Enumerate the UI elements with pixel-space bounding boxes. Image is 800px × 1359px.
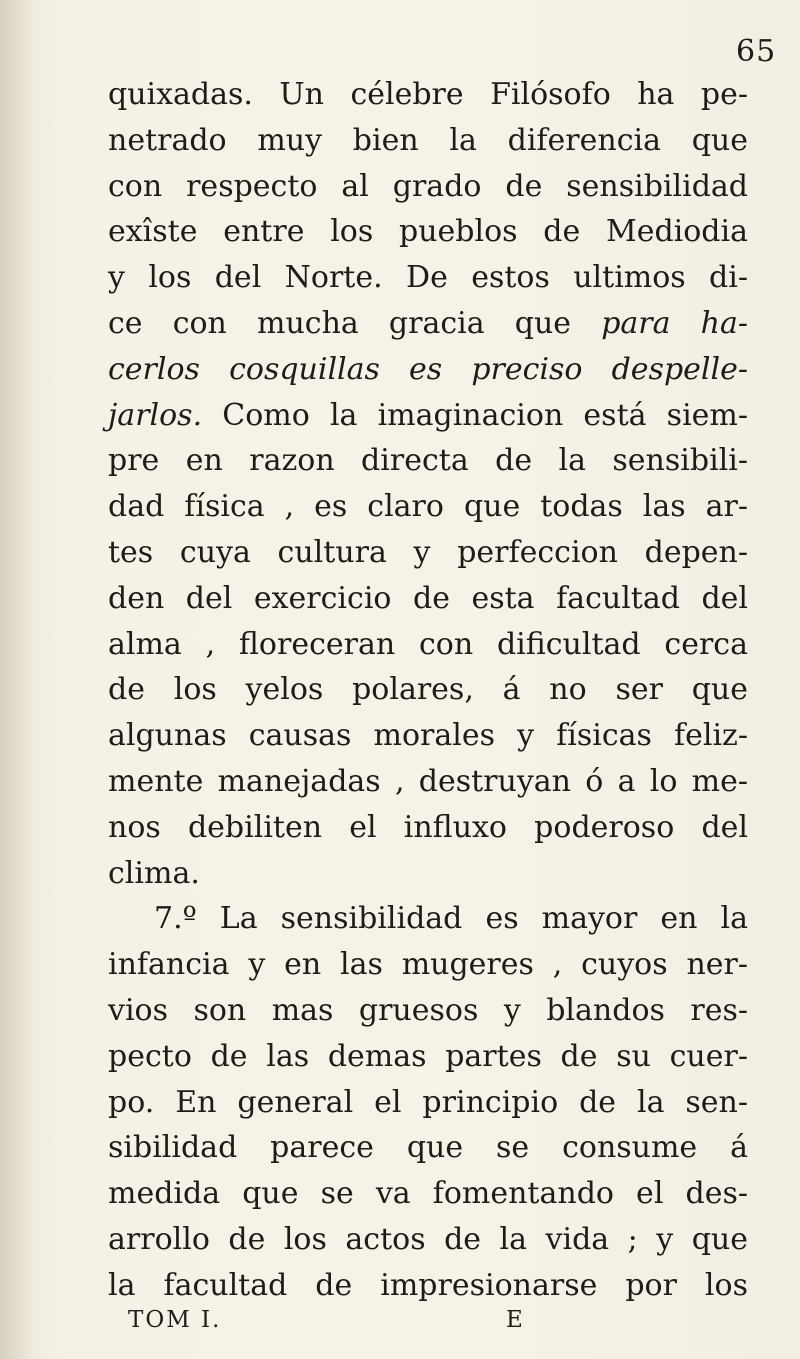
text-line-10: dad física , es claro que todas las ar- [108, 489, 748, 525]
volume-label: TOM I. [128, 1307, 222, 1333]
text-line-8 [108, 393, 748, 439]
printer-signature [128, 1307, 525, 1333]
text-line-14: de los yelos polares, á no ser que [108, 672, 748, 708]
text-line-6 [108, 301, 748, 347]
text-line-5: y los del Norte. De estos ultimos di- [108, 260, 748, 296]
text-line-25: medida que se va fomentando el des- [108, 1176, 748, 1212]
text-line-20: infancia y en las mugeres , cuyos ner- [108, 947, 748, 983]
signature-mark: E [506, 1307, 525, 1333]
text-line-27: la facultad de impresionarse por los [108, 1267, 748, 1303]
text-line-6-roman: ce con mucha gracia que [108, 305, 602, 341]
text-line-17: nos debiliten el influxo poderoso del [108, 809, 748, 845]
text-line-9: pre en razon directa de la sensibili- [108, 443, 748, 479]
body-text [108, 72, 748, 1309]
text-line-19: 7.º La sensibilidad es mayor en la [154, 901, 748, 937]
text-line-6-italic: para ha- [601, 305, 748, 341]
text-line-18: clima. [108, 855, 200, 891]
text-line-8-italic: jarlos. [108, 397, 223, 433]
text-line-15: algunas causas morales y físicas feliz- [108, 718, 748, 754]
binding-shadow [0, 0, 34, 1359]
text-line-3: con respecto al grado de sensibilidad [108, 168, 748, 204]
text-line-22: pecto de las demas partes de su cuer- [108, 1038, 748, 1074]
page-number: 65 [736, 34, 777, 69]
text-line-4: exîste entre los pueblos de Mediodia [108, 214, 748, 250]
text-line-23: po. En general el principio de la sen- [108, 1084, 748, 1120]
text-line-13: alma , floreceran con dificultad cerca [108, 626, 748, 662]
text-line-7 [108, 347, 748, 393]
text-line-2: netrado muy bien la diferencia que [108, 122, 748, 158]
text-line-24: sibilidad parece que se consume á [108, 1130, 748, 1166]
text-line-8-roman: Como la imaginacion está siem- [222, 397, 748, 433]
text-line-16: mente manejadas , destruyan ó a lo me- [108, 763, 748, 799]
text-line-11: tes cuya cultura y perfeccion depen- [108, 534, 748, 570]
text-line-21: vios son mas gruesos y blandos res- [108, 992, 748, 1028]
text-line-26: arrollo de los actos de la vida ; y que [108, 1221, 748, 1257]
text-line-1: quixadas. Un célebre Filósofo ha pe- [108, 77, 748, 112]
text-line-7-italic: cerlos cosquillas es preciso despelle- [108, 351, 748, 387]
text-line-12: den del exercicio de esta facultad del [108, 580, 748, 616]
